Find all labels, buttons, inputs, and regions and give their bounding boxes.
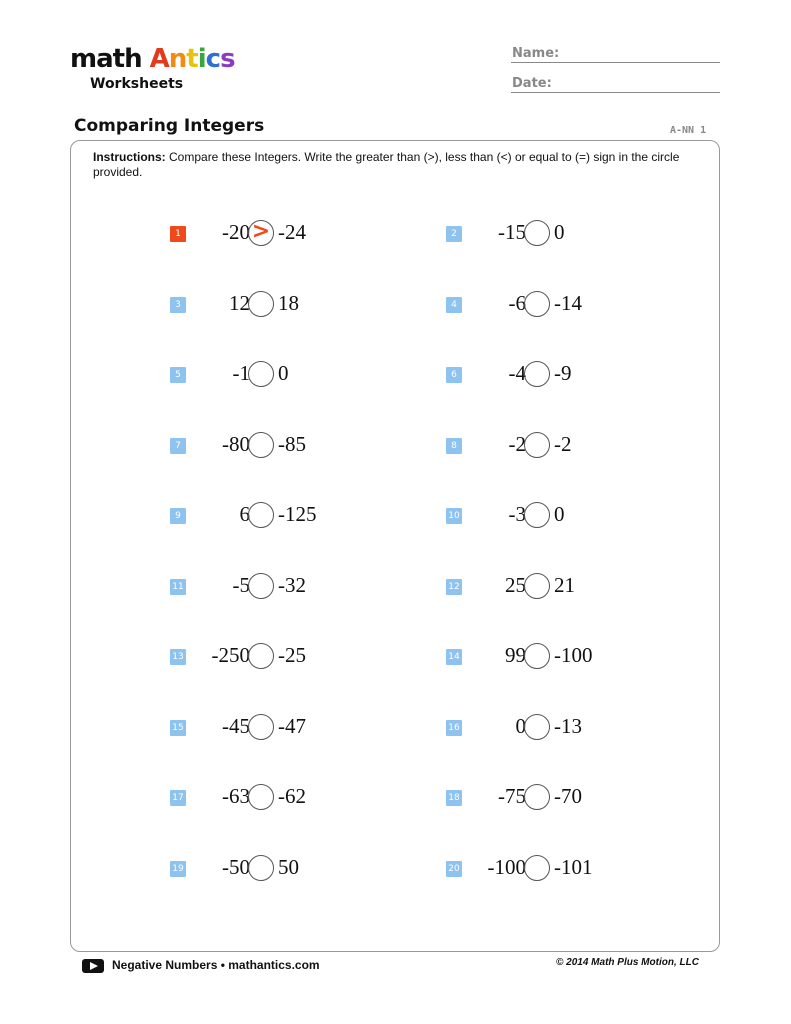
problem-18: [446, 778, 676, 818]
worksheet-title: Comparing Integers: [74, 116, 265, 136]
problem-3: [170, 285, 400, 325]
problem-number-badge: 16: [446, 720, 462, 736]
right-integer: -85: [278, 431, 306, 456]
answer-circle[interactable]: [524, 855, 550, 881]
problem-number-badge: 20: [446, 861, 462, 877]
problem-number-badge: 19: [170, 861, 186, 877]
answer-circle[interactable]: [248, 855, 274, 881]
answer-circle[interactable]: [524, 432, 550, 458]
right-integer: -24: [278, 220, 306, 244]
left-integer: -5: [232, 572, 250, 597]
name-label: Name:: [512, 46, 560, 61]
name-field[interactable]: [511, 42, 720, 63]
problem-number-badge: 4: [446, 297, 462, 313]
problem-number-badge: 8: [446, 438, 462, 454]
instructions-text: Compare these Integers. Write the greater than (>), less than (<) or equal to (=) sign in the circle provided.: [93, 150, 680, 179]
logo-letter: s: [220, 44, 235, 74]
answer-circle[interactable]: [524, 714, 550, 740]
answer-circle[interactable]: [524, 573, 550, 599]
math-antics-logo: [70, 44, 235, 100]
answer-sign: >: [251, 219, 271, 244]
left-integer: 99: [505, 643, 526, 667]
problem-number-badge: 18: [446, 790, 462, 806]
right-integer: -9: [554, 361, 572, 385]
answer-circle[interactable]: [524, 784, 550, 810]
problem-8: [446, 426, 676, 466]
left-integer: -80: [222, 431, 250, 456]
problem-6: [446, 355, 676, 395]
right-integer: -14: [554, 290, 582, 315]
left-integer: -4: [508, 361, 526, 385]
left-integer: -1: [232, 361, 250, 385]
right-integer: -62: [278, 784, 306, 808]
logo-letter: c: [205, 44, 221, 74]
answer-circle[interactable]: [248, 432, 274, 458]
left-integer: 0: [515, 713, 526, 738]
problem-number-badge: 5: [170, 367, 186, 383]
footer-left: [82, 958, 320, 973]
right-integer: -25: [278, 643, 306, 667]
answer-circle[interactable]: [248, 361, 274, 387]
right-integer: 0: [554, 502, 565, 526]
problem-9: [170, 496, 400, 536]
answer-circle[interactable]: [248, 291, 274, 317]
worksheet-panel: [70, 140, 720, 952]
logo-letter: A: [149, 44, 169, 74]
problem-13: [170, 637, 400, 677]
problem-5: [170, 355, 400, 395]
problem-7: [170, 426, 400, 466]
problem-number-badge: 14: [446, 649, 462, 665]
problem-number-badge: 9: [170, 508, 186, 524]
logo-math-text: math: [70, 44, 142, 74]
problem-number-badge: 1: [170, 226, 186, 242]
left-integer: -2: [508, 431, 526, 456]
problem-17: [170, 778, 400, 818]
problem-12: [446, 567, 676, 607]
problem-number-badge: 13: [170, 649, 186, 665]
answer-circle[interactable]: [524, 291, 550, 317]
answer-circle[interactable]: [524, 502, 550, 528]
right-integer: -47: [278, 713, 306, 738]
answer-circle[interactable]: [248, 573, 274, 599]
footer-left-text: Negative Numbers • mathantics.com: [112, 958, 320, 972]
left-integer: -100: [487, 854, 526, 879]
problem-number-badge: 11: [170, 579, 186, 595]
left-integer: -75: [498, 784, 526, 808]
right-integer: 0: [554, 220, 565, 244]
problem-16: [446, 708, 676, 748]
right-integer: -2: [554, 431, 572, 456]
play-icon: [82, 959, 104, 973]
instructions: [93, 150, 693, 180]
problem-number-badge: 10: [446, 508, 462, 524]
left-integer: -3: [508, 502, 526, 526]
left-integer: -20: [222, 220, 250, 244]
problem-number-badge: 17: [170, 790, 186, 806]
right-integer: -32: [278, 572, 306, 597]
problem-number-badge: 12: [446, 579, 462, 595]
right-integer: -70: [554, 784, 582, 808]
left-integer: -50: [222, 854, 250, 879]
problem-1: [170, 214, 400, 254]
problem-number-badge: 2: [446, 226, 462, 242]
problem-number-badge: 3: [170, 297, 186, 313]
logo-letter: t: [186, 44, 198, 74]
left-integer: 12: [229, 290, 250, 315]
left-integer: 25: [505, 572, 526, 597]
copyright: © 2014 Math Plus Motion, LLC: [556, 957, 699, 968]
problem-15: [170, 708, 400, 748]
logo-subtitle: Worksheets: [90, 76, 184, 92]
right-integer: 0: [278, 361, 289, 385]
logo-antics-text: [150, 44, 235, 74]
answer-circle[interactable]: [524, 361, 550, 387]
answer-circle[interactable]: [248, 643, 274, 669]
right-integer: 18: [278, 290, 299, 315]
problem-number-badge: 6: [446, 367, 462, 383]
instructions-label: Instructions:: [93, 150, 166, 164]
problem-2: [446, 214, 676, 254]
answer-circle[interactable]: [248, 220, 274, 246]
problem-20: [446, 849, 676, 889]
problem-number-badge: 7: [170, 438, 186, 454]
logo-letter: n: [168, 44, 187, 74]
answer-circle[interactable]: [248, 502, 274, 528]
right-integer: -125: [278, 502, 317, 526]
right-integer: 21: [554, 572, 575, 597]
problem-number-badge: 15: [170, 720, 186, 736]
answer-circle[interactable]: [524, 643, 550, 669]
left-integer: -63: [222, 784, 250, 808]
problem-11: [170, 567, 400, 607]
left-integer: -6: [508, 290, 526, 315]
problem-10: [446, 496, 676, 536]
answer-circle[interactable]: [248, 714, 274, 740]
problem-19: [170, 849, 400, 889]
logo-wordmark: [70, 44, 235, 74]
left-integer: -15: [498, 220, 526, 244]
date-field[interactable]: [511, 72, 720, 93]
right-integer: -100: [554, 643, 593, 667]
right-integer: -101: [554, 854, 593, 879]
date-label: Date:: [512, 76, 552, 91]
problem-14: [446, 637, 676, 677]
logo-letter: i: [197, 44, 206, 74]
right-integer: 50: [278, 854, 299, 879]
left-integer: 6: [239, 502, 250, 526]
worksheet-code: A-NN 1: [670, 125, 707, 136]
problem-4: [446, 285, 676, 325]
right-integer: -13: [554, 713, 582, 738]
left-integer: -45: [222, 713, 250, 738]
answer-circle[interactable]: [248, 784, 274, 810]
answer-circle[interactable]: [524, 220, 550, 246]
left-integer: -250: [211, 643, 250, 667]
